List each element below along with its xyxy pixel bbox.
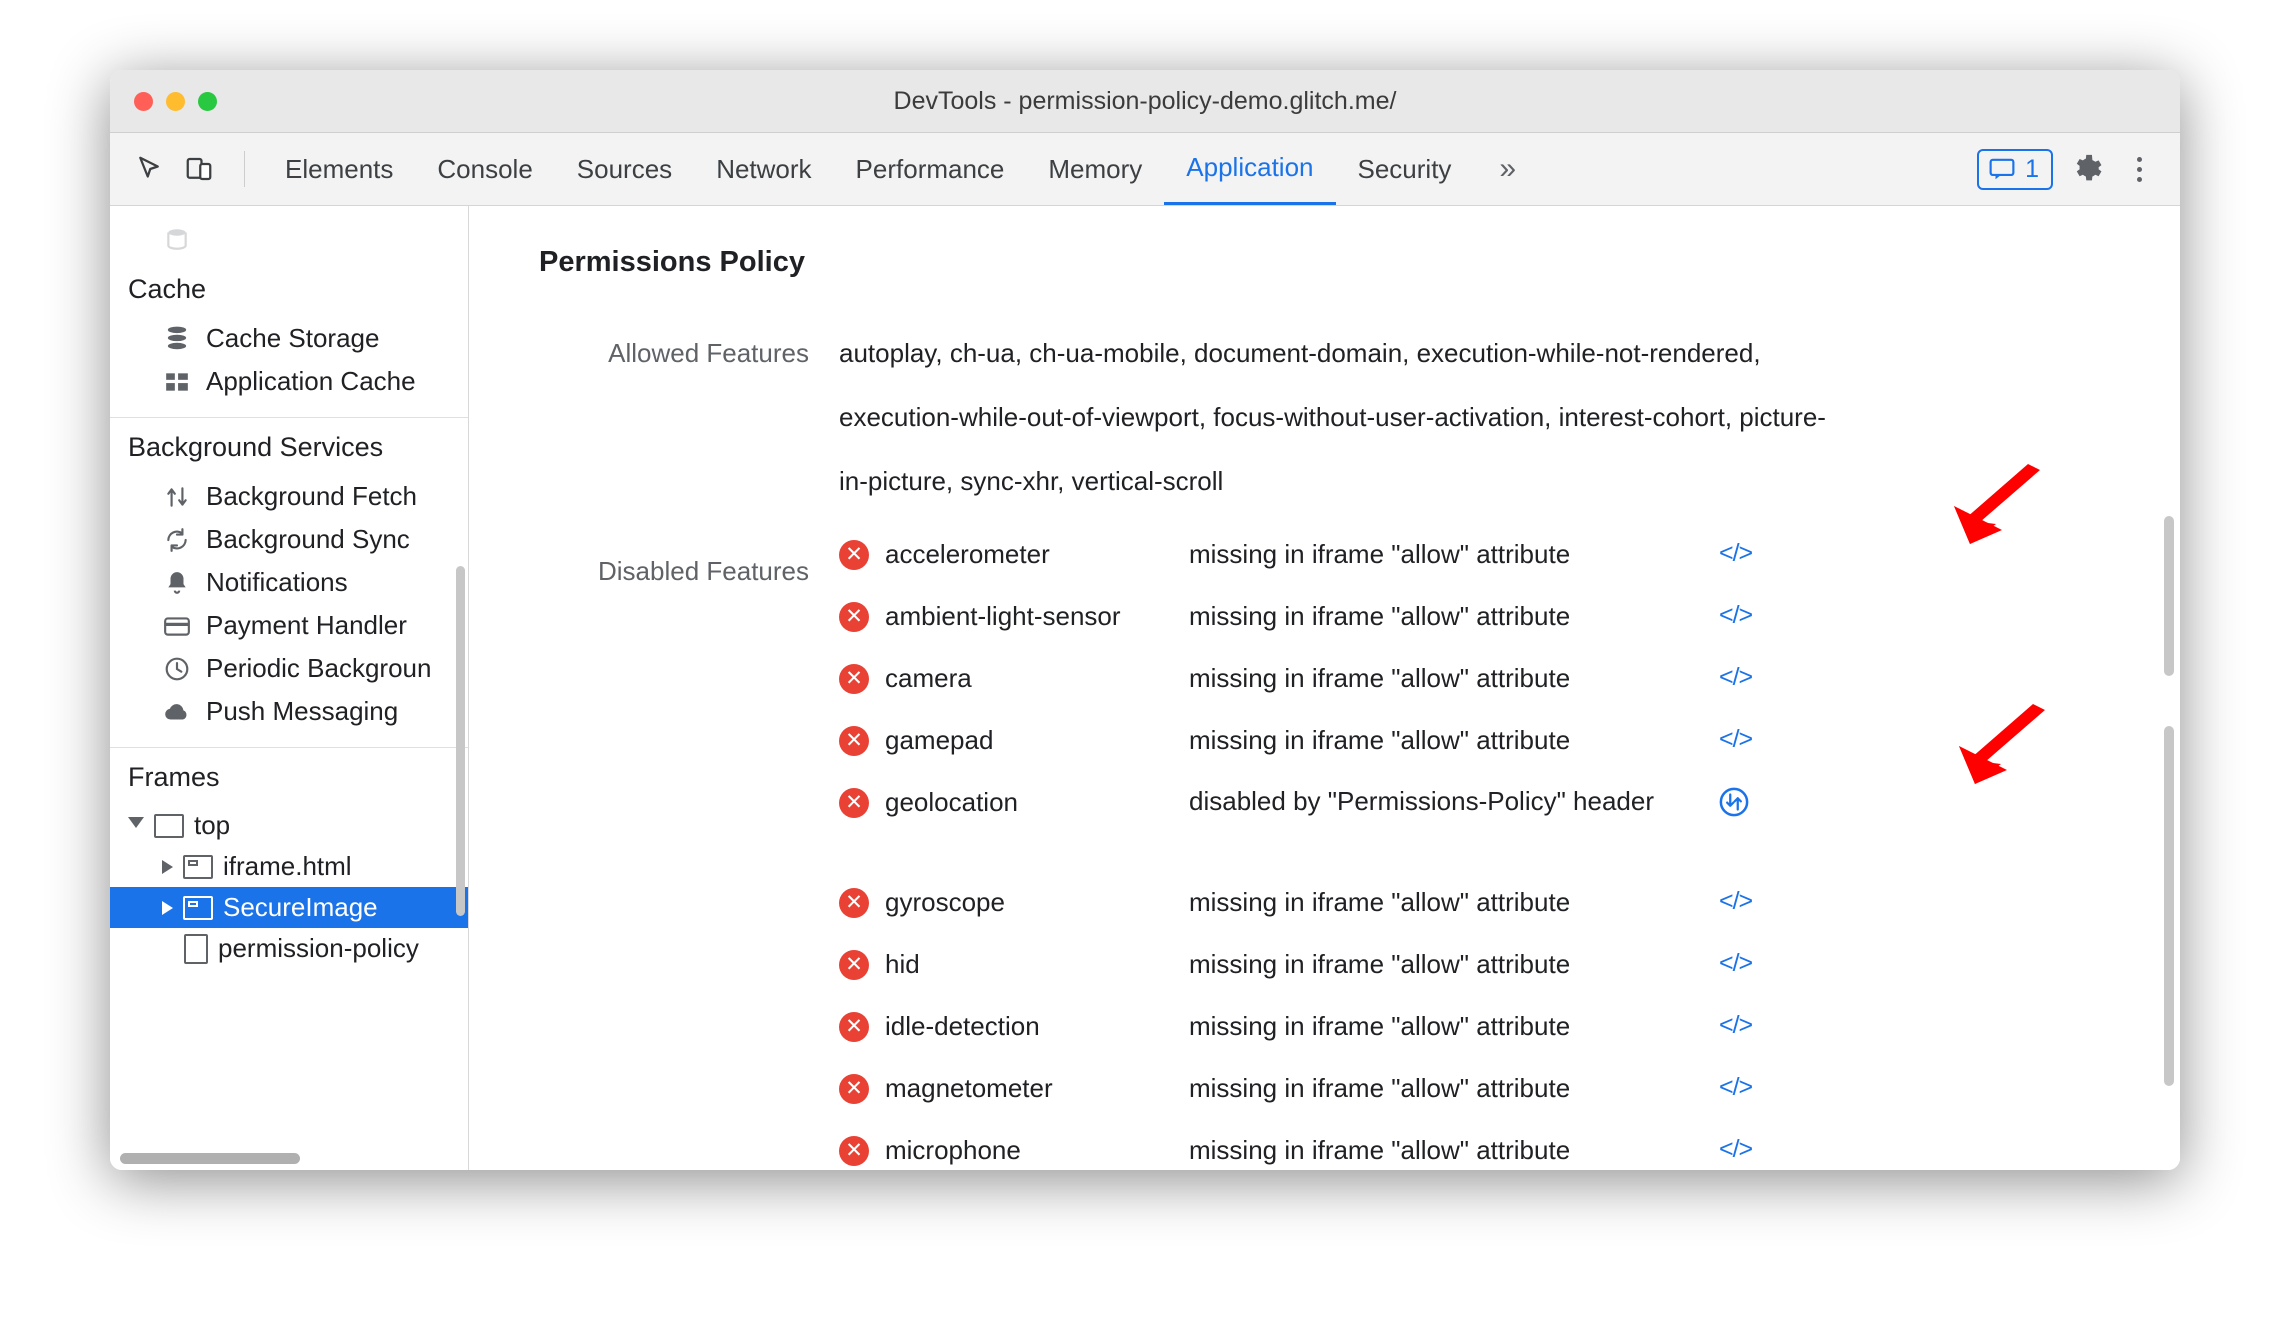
sidebar-item-label: Payment Handler — [206, 610, 407, 640]
frame-label: top — [194, 810, 231, 840]
tab-security[interactable]: Security — [1357, 153, 1452, 184]
sidebar-item-label: Background Sync — [206, 524, 410, 554]
disabled-features-list — [839, 539, 1752, 1170]
disabled-feature-row — [839, 787, 1752, 887]
code-icon[interactable]: </> — [1719, 949, 1753, 977]
console-messages-badge[interactable] — [1977, 149, 2053, 190]
disabled-feature-row — [839, 1011, 1752, 1073]
frame-label: SecureImage — [223, 892, 378, 922]
database-icon — [162, 224, 192, 254]
feature-reason: missing in iframe "allow" attribute — [1189, 539, 1571, 569]
sidebar-item-partial-above — [110, 218, 468, 260]
application-sidebar — [110, 206, 469, 1170]
main-vertical-scrollbar-top[interactable] — [2164, 516, 2174, 676]
tab-performance[interactable]: Performance — [855, 153, 1005, 184]
code-icon[interactable]: </> — [1719, 1073, 1753, 1101]
cloud-icon — [162, 697, 192, 727]
grid-icon — [162, 367, 192, 397]
feature-name — [839, 725, 1189, 756]
disabled-features-row — [539, 539, 2120, 1170]
error-x-icon: ✕ — [839, 726, 869, 756]
feature-label: gyroscope — [885, 887, 1005, 917]
sidebar-vertical-scrollbar[interactable] — [456, 566, 465, 916]
feature-label: idle-detection — [885, 1011, 1040, 1041]
feature-name — [839, 663, 1189, 694]
chevron-right-icon[interactable] — [162, 901, 173, 915]
sidebar-item-background-sync[interactable] — [110, 518, 468, 561]
disabled-feature-row — [839, 1135, 1752, 1170]
sidebar-item-payment-handler[interactable] — [110, 604, 468, 647]
feature-name — [839, 887, 1189, 918]
frame-tree-item-permission-policy[interactable] — [110, 928, 468, 969]
frame-tree-item-iframe-html[interactable] — [110, 846, 468, 887]
devtools-toolbar — [110, 133, 2180, 206]
clock-icon — [162, 654, 192, 684]
feature-reason: missing in iframe "allow" attribute — [1189, 887, 1571, 917]
error-x-icon: ✕ — [839, 1012, 869, 1042]
feature-name — [839, 601, 1189, 632]
disabled-feature-row — [839, 949, 1752, 1011]
feature-name — [839, 539, 1189, 570]
error-x-icon: ✕ — [839, 602, 869, 632]
permissions-policy-content — [469, 206, 2180, 1170]
frame-small-icon — [183, 896, 213, 920]
sidebar-item-label: Push Messaging — [206, 696, 399, 726]
feature-reason: missing in iframe "allow" attribute — [1189, 663, 1571, 693]
allowed-features-value: autoplay, ch-ua, ch-ua-mobile, document-domain, execution-while-not-rendered, execution-while-out-of-viewport, focus-without-user-activation, interest-cohort, picture-in-picture, sync-xhr, vertical-scroll — [839, 338, 1826, 496]
feature-reason: disabled by "Permissions-Policy" header — [1189, 786, 1655, 816]
feature-reason: missing in iframe "allow" attribute — [1189, 1011, 1571, 1041]
main-vertical-scrollbar[interactable] — [2164, 726, 2174, 1086]
database-icon — [162, 324, 192, 354]
devtools-window — [110, 70, 2180, 1170]
feature-label: ambient-light-sensor — [885, 601, 1121, 631]
sidebar-item-background-fetch[interactable] — [110, 475, 468, 518]
document-icon — [184, 934, 208, 964]
error-x-icon: ✕ — [839, 664, 869, 694]
feature-reason: missing in iframe "allow" attribute — [1189, 601, 1571, 631]
toolbar-right-actions — [1977, 146, 2164, 192]
feature-label: hid — [885, 949, 920, 979]
sidebar-item-label: Cache Storage — [206, 323, 380, 353]
feature-name — [839, 1073, 1189, 1104]
frame-tree-item-secureimage[interactable] — [110, 887, 468, 928]
feature-name — [839, 949, 1189, 980]
tab-sources[interactable]: Sources — [576, 153, 673, 184]
error-x-icon: ✕ — [839, 540, 869, 570]
disabled-feature-row — [839, 1073, 1752, 1135]
error-x-icon: ✕ — [839, 1136, 869, 1166]
message-icon — [1989, 158, 2015, 180]
feature-label: magnetometer — [885, 1073, 1053, 1103]
error-x-icon: ✕ — [839, 888, 869, 918]
feature-name — [839, 787, 1189, 818]
sync-icon — [162, 525, 192, 555]
tab-elements[interactable]: Elements — [285, 153, 394, 184]
card-icon — [162, 611, 192, 641]
gear-icon[interactable] — [2063, 146, 2109, 192]
code-icon[interactable]: </> — [1719, 539, 1753, 567]
tab-application[interactable]: Application — [1164, 133, 1335, 205]
chevron-down-icon[interactable] — [128, 817, 144, 835]
tab-console[interactable]: Console — [437, 153, 533, 184]
sidebar-section-background-services: Background Services — [128, 432, 384, 462]
sidebar-section-frames: Frames — [128, 762, 220, 792]
feature-label: accelerometer — [885, 539, 1050, 569]
feature-label: gamepad — [885, 725, 994, 755]
feature-reason: missing in iframe "allow" attribute — [1189, 1073, 1571, 1103]
feature-label: camera — [885, 663, 972, 693]
sidebar-item-label: Notifications — [206, 567, 348, 597]
disabled-feature-row — [839, 663, 1752, 725]
disabled-feature-row — [839, 539, 1752, 601]
code-icon[interactable]: </> — [1719, 601, 1753, 629]
frame-tree-item-top[interactable] — [110, 805, 468, 846]
permissions-policy-panel — [469, 206, 2180, 1170]
frame-label: iframe.html — [223, 851, 352, 881]
toolbar-divider — [244, 151, 245, 187]
frame-icon — [154, 814, 184, 838]
devtools-body — [110, 206, 2180, 1170]
sidebar-scroll-content — [110, 206, 468, 1148]
sidebar-item-cache-storage[interactable] — [110, 317, 468, 360]
sidebar-item-periodic-background-sync[interactable] — [110, 647, 468, 690]
disabled-feature-row — [839, 601, 1752, 663]
updown-arrows-icon — [162, 482, 192, 512]
feature-name — [839, 1135, 1189, 1166]
sidebar-section-cache: Cache — [128, 274, 207, 304]
allowed-features-label: Allowed Features — [608, 338, 809, 368]
feature-reason: missing in iframe "allow" attribute — [1189, 949, 1571, 979]
kebab-menu-icon[interactable] — [2123, 151, 2156, 188]
tab-network[interactable]: Network — [716, 153, 812, 184]
code-icon[interactable]: </> — [1719, 725, 1753, 753]
tabs-overflow-button[interactable]: » — [1499, 152, 1517, 185]
feature-reason: missing in iframe "allow" attribute — [1189, 1135, 1571, 1165]
sidebar-item-label: Background Fetch — [206, 481, 418, 511]
allowed-features-row — [539, 321, 2120, 513]
feature-name — [839, 1011, 1189, 1042]
page-title: Permissions Policy — [539, 246, 805, 278]
feature-label: geolocation — [885, 787, 1018, 817]
disabled-feature-row — [839, 887, 1752, 949]
sidebar-item-label: Application Cache — [206, 366, 416, 396]
network-request-icon[interactable] — [1719, 787, 1749, 824]
console-message-count: 1 — [2025, 154, 2039, 183]
device-toolbar-icon[interactable] — [176, 146, 222, 192]
error-x-icon: ✕ — [839, 950, 869, 980]
sidebar-item-push-messaging[interactable] — [110, 690, 468, 733]
tab-memory[interactable]: Memory — [1048, 153, 1143, 184]
window-titlebar — [110, 70, 2180, 133]
inspect-cursor-icon[interactable] — [126, 146, 172, 192]
chevron-right-icon[interactable] — [162, 860, 173, 874]
feature-label: microphone — [885, 1135, 1021, 1165]
sidebar-item-notifications[interactable] — [110, 561, 468, 604]
error-x-icon: ✕ — [839, 1074, 869, 1104]
frame-small-icon — [183, 855, 213, 879]
panel-tabs — [263, 133, 1542, 205]
frame-label: permission-policy — [218, 933, 419, 963]
error-x-icon: ✕ — [839, 788, 869, 818]
code-icon[interactable]: </> — [1719, 663, 1753, 691]
code-icon[interactable]: </> — [1719, 1011, 1753, 1039]
bell-icon — [162, 568, 192, 598]
code-icon[interactable]: </> — [1719, 1135, 1753, 1163]
code-icon[interactable]: </> — [1719, 887, 1753, 915]
sidebar-item-label: Periodic Backgroun — [206, 653, 432, 683]
disabled-features-label: Disabled Features — [598, 556, 809, 586]
feature-reason: missing in iframe "allow" attribute — [1189, 725, 1571, 755]
sidebar-horizontal-scrollbar[interactable] — [120, 1153, 300, 1164]
window-title: DevTools - permission-policy-demo.glitch.me/ — [893, 86, 1397, 115]
sidebar-item-application-cache[interactable] — [110, 360, 468, 403]
